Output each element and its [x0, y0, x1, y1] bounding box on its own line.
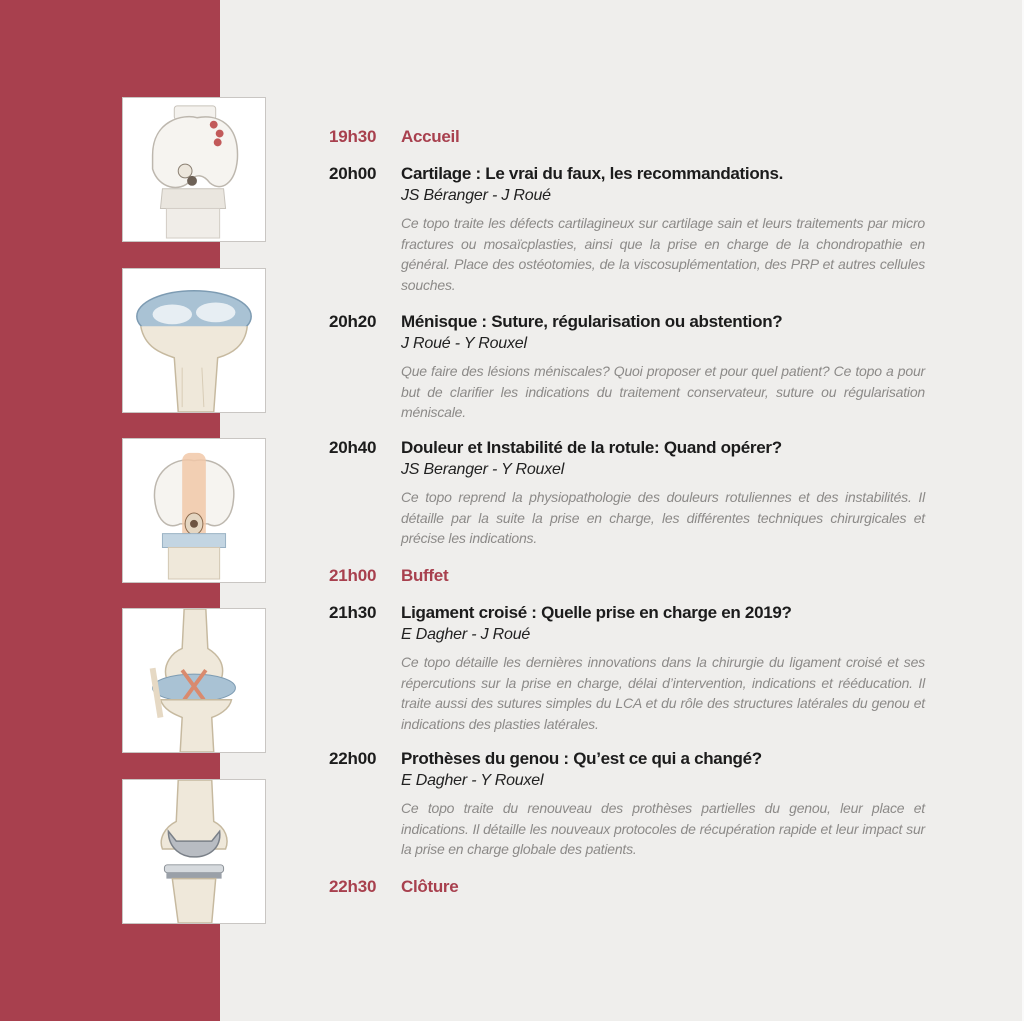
knee-prosthesis-illustration: [122, 779, 266, 924]
entry-description: Ce topo reprend la physiopathologie des douleurs rotuliennes et des instabilités. Il détaille par la suite la prise en charge, les différentes techniques chirurgicales et précise les indications.: [401, 489, 925, 546]
entry-title: Douleur et Instabilité de la rotule: Quand opérer?: [401, 438, 782, 457]
entry-time: 20h00: [329, 164, 377, 183]
entry-title: Clôture: [401, 877, 459, 896]
entry-description: Que faire des lésions méniscales? Quoi proposer et pour quel patient? Ce topo a pour but de clarifier les indications du traitement conservateur, suture ou régularisation méniscale.: [401, 363, 925, 420]
entry-speakers: J Roué - Y Rouxel: [401, 335, 527, 352]
entry-speakers: E Dagher - J Roué: [401, 626, 531, 643]
entry-title: Accueil: [401, 127, 460, 146]
knee-patella-illustration: [122, 438, 266, 583]
entry-time: 20h20: [329, 312, 377, 331]
knee-cartilage-defect-illustration: [122, 97, 266, 242]
entry-title: Ménisque : Suture, régularisation ou abstention?: [401, 312, 783, 331]
entry-time: 19h30: [329, 127, 377, 146]
entry-title: Prothèses du genou : Qu’est ce qui a changé?: [401, 749, 762, 768]
entry-time: 21h00: [329, 566, 377, 585]
entry-time: 21h30: [329, 603, 377, 622]
entry-description: Ce topo traite du renouveau des prothèses partielles du genou, leur place et indications. Il détaille les nouveaux protocoles de récupération rapide et leur impact sur la prise en charge globale des patients.: [401, 800, 925, 857]
entry-title: Cartilage : Le vrai du faux, les recommandations.: [401, 164, 784, 183]
entry-speakers: JS Béranger - J Roué: [401, 187, 551, 204]
knee-cruciate-ligament-illustration: [122, 608, 266, 753]
entry-title: Buffet: [401, 566, 449, 585]
entry-time: 22h00: [329, 749, 377, 768]
entry-description: Ce topo détaille les dernières innovations dans la chirurgie du ligament croisé et ses répercutions sur la prise en charge, délai d’intervention, indications et rééducation. Il traite aussi des sutures simples du LCA et du rôle des structures latérales du genou et indications des plasties latérales.: [401, 654, 925, 732]
entry-time: 20h40: [329, 438, 377, 457]
knee-meniscus-illustration: [122, 268, 266, 413]
entry-title: Ligament croisé : Quelle prise en charge en 2019?: [401, 603, 792, 622]
entry-speakers: JS Beranger - Y Rouxel: [401, 461, 565, 478]
entry-description: Ce topo traite les défects cartilagineux sur cartilage sain et leurs traitements par micro fractures ou mosaïcplasties, ainsi que la prise en charge de la chondropathie en général. Place des ostéotomies, de la viscosuplémentation, des PRP et autres cellules souches.: [401, 215, 925, 293]
entry-speakers: E Dagher - Y Rouxel: [401, 772, 544, 789]
entry-time: 22h30: [329, 877, 377, 896]
